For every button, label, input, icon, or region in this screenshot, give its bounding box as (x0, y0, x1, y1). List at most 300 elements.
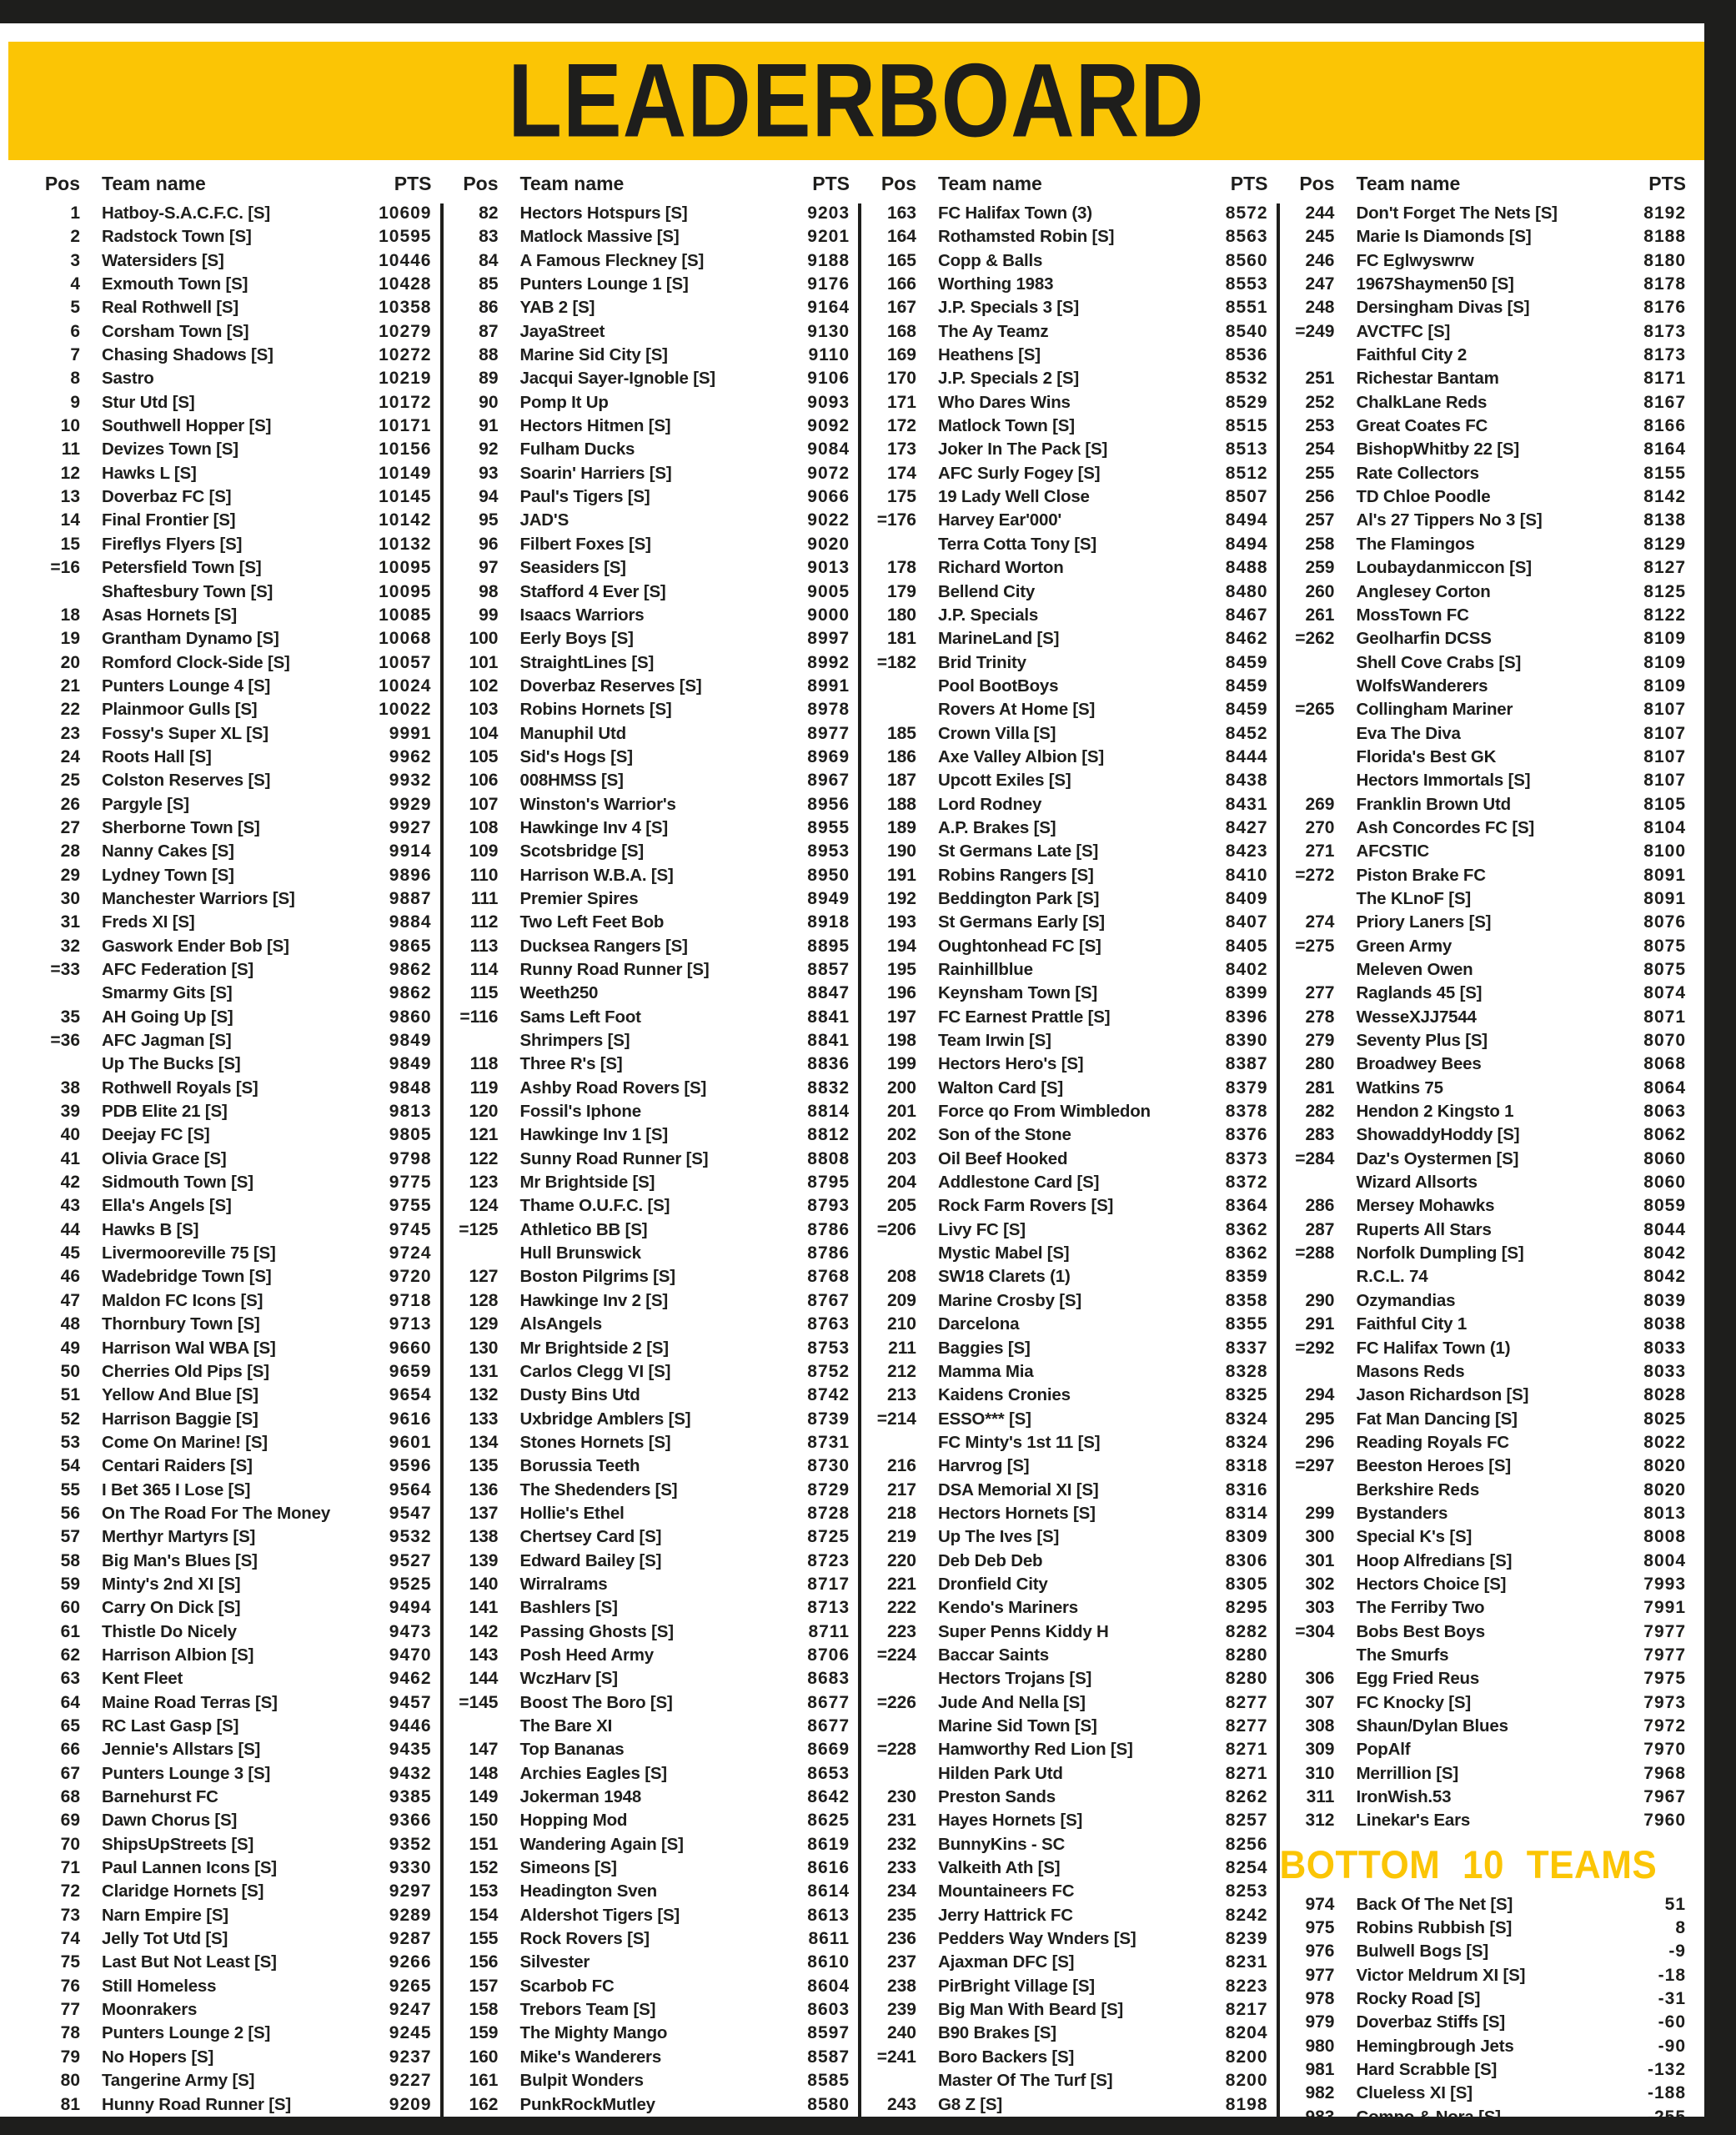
table-row (444, 1762, 850, 1786)
table-row (861, 1573, 1268, 1596)
row-team: Oil Beef Hooked (938, 1148, 1068, 1168)
row-pos: 56 (60, 1503, 80, 1523)
row-team: Uxbridge Amblers [S] (519, 1409, 691, 1429)
table-row (444, 840, 850, 863)
table-row (444, 1880, 850, 1903)
row-pos: 148 (469, 1763, 499, 1783)
table-row (25, 1880, 432, 1903)
row-pts: 8033 (1643, 1361, 1686, 1381)
row-team: Team Irwin [S] (938, 1031, 1051, 1051)
row-team: Sunny Road Runner [S] (519, 1148, 709, 1168)
table-row (1280, 675, 1687, 698)
row-team: Big Man With Beard [S] (938, 2000, 1124, 2020)
row-team: Ash Concordes FC [S] (1356, 817, 1535, 837)
row-pos: 221 (886, 1574, 916, 1594)
row-pts: 10068 (379, 629, 432, 649)
row-pts: 8653 (807, 1763, 850, 1783)
row-pos: 111 (470, 888, 499, 908)
table-row (861, 746, 1268, 769)
header-pts: PTS (812, 173, 850, 194)
table-row (1280, 1029, 1687, 1052)
row-pts: 8603 (807, 2000, 850, 2020)
row-pts: 7972 (1643, 1716, 1686, 1736)
row-team: Roots Hall [S] (102, 746, 212, 766)
row-pts: 7975 (1643, 1669, 1686, 1689)
table-row (444, 533, 850, 556)
row-pos: 143 (469, 1645, 499, 1665)
table-row (1280, 414, 1687, 438)
row-pos: 237 (886, 1952, 916, 1972)
row-pos: =224 (876, 1645, 916, 1665)
row-pos: 59 (60, 1574, 80, 1594)
row-pts: 9432 (389, 1763, 432, 1783)
bottom10-table-row (1280, 1987, 1687, 2011)
row-pos: 77 (60, 2000, 80, 2020)
row-team: Hawkinge Inv 2 [S] (519, 1290, 669, 1310)
row-pos: 26 (60, 794, 80, 814)
row-team: WczHarv [S] (519, 1669, 618, 1689)
row-team: Hawkinge Inv 4 [S] (519, 817, 669, 837)
row-team: PopAlf (1356, 1740, 1411, 1760)
table-row (1280, 391, 1687, 414)
row-pos: 103 (469, 700, 499, 720)
row-team: Harrison Baggie [S] (102, 1409, 258, 1429)
row-team: Plainmoor Gulls [S] (102, 700, 258, 720)
row-team: YAB 2 [S] (519, 298, 595, 318)
table-row (25, 438, 432, 461)
row-pos: 20 (60, 652, 80, 672)
row-team: Sherborne Town [S] (102, 817, 260, 837)
row-pos: 161 (469, 2071, 499, 2091)
row-team: Sidmouth Town [S] (102, 1173, 253, 1193)
table-row (861, 1809, 1268, 1832)
row-pts: 8847 (807, 983, 850, 1003)
row-pos: 212 (886, 1361, 916, 1381)
row-pos: 50 (60, 1361, 80, 1381)
table-row (1280, 462, 1687, 485)
table-row (444, 2069, 850, 2092)
table-row (861, 1951, 1268, 1974)
row-pos: 261 (1305, 605, 1335, 625)
table-row (444, 1998, 850, 2022)
table-row (861, 391, 1268, 414)
row-pos: 167 (886, 298, 916, 318)
row-team: Lydney Town [S] (102, 865, 234, 885)
table-row (444, 2093, 850, 2117)
row-pos: =262 (1295, 629, 1335, 649)
row-team: FC Earnest Prattle [S] (938, 1007, 1111, 1027)
row-pts: 8231 (1225, 1952, 1268, 1972)
row-pts: 8950 (807, 865, 850, 885)
table-row (1280, 1408, 1687, 1431)
row-team: Florida's Best GK (1356, 746, 1497, 766)
row-pos: 88 (479, 345, 499, 365)
row-pts: 8071 (1643, 1007, 1686, 1027)
row-pos: 108 (469, 817, 499, 837)
table-row (25, 202, 432, 225)
table-row (1280, 1337, 1687, 1360)
row-pos: 94 (479, 487, 499, 507)
row-pts: 9330 (389, 1858, 432, 1878)
row-team: Harvrog [S] (938, 1456, 1030, 1476)
page-title: LEADERBOARD (508, 42, 1205, 159)
row-pts: 8431 (1225, 794, 1268, 814)
row-team: AVCTFC [S] (1356, 321, 1451, 341)
table-row (25, 816, 432, 840)
row-pts: 8253 (1225, 1881, 1268, 1901)
row-team: Final Frontier [S] (102, 510, 236, 530)
table-row (861, 2093, 1268, 2117)
table-row (25, 344, 432, 367)
table-row (444, 485, 850, 509)
row-pts: 9962 (389, 746, 432, 766)
row-pos: 977 (1305, 1965, 1335, 1985)
row-team: Punters Lounge 3 [S] (102, 1763, 271, 1783)
row-pos: 181 (886, 629, 916, 649)
row-pos: 151 (469, 1834, 499, 1854)
table-row (25, 1148, 432, 1171)
table-row (25, 1077, 432, 1100)
table-row (1280, 509, 1687, 532)
row-pts: 8362 (1225, 1243, 1268, 1263)
row-team: Corsham Town [S] (102, 321, 249, 341)
table-row (861, 296, 1268, 319)
table-row (25, 1856, 432, 1880)
row-team: B90 Brakes [S] (938, 2023, 1056, 2043)
row-pos: 54 (60, 1456, 80, 1476)
row-pos: 28 (60, 841, 80, 862)
row-pos: 12 (60, 463, 80, 483)
row-pts: 8642 (807, 1787, 850, 1807)
row-pos: 172 (886, 416, 916, 436)
table-row (25, 864, 432, 887)
row-pts: 9366 (389, 1811, 432, 1831)
row-team: Meleven Owen (1356, 960, 1473, 979)
row-pts: 9352 (389, 1834, 432, 1854)
table-row (861, 1550, 1268, 1573)
row-team: Shaun/Dylan Blues (1356, 1716, 1508, 1736)
table-row (25, 1762, 432, 1786)
row-pts: 8462 (1225, 629, 1268, 649)
row-pts: 9013 (807, 558, 850, 578)
row-team: Borussia Teeth (519, 1456, 640, 1476)
table-row (25, 2046, 432, 2069)
row-pts: 9745 (389, 1219, 432, 1239)
row-team: Freds XI [S] (102, 912, 195, 932)
row-team: No Hopers [S] (102, 2047, 214, 2067)
row-team: PunkRockMutley (519, 2094, 655, 2114)
row-pts: 8763 (807, 1314, 850, 1334)
row-pos: 255 (1305, 463, 1335, 483)
table-row (1280, 1431, 1687, 1454)
row-team: Scotsbridge [S] (519, 841, 644, 862)
table-row (861, 438, 1268, 461)
row-pos: 980 (1305, 2036, 1335, 2056)
row-pos: 31 (60, 912, 80, 932)
row-pos: 69 (60, 1811, 80, 1831)
row-pts: 8857 (807, 960, 850, 979)
table-row (444, 1148, 850, 1171)
row-team: RC Last Gasp [S] (102, 1716, 239, 1736)
header-pos: Pos (463, 173, 499, 194)
row-team: Fat Man Dancing [S] (1356, 1409, 1518, 1429)
row-pts: 7977 (1643, 1621, 1686, 1641)
row-pos: 296 (1305, 1432, 1335, 1452)
table-row (444, 1171, 850, 1194)
row-pos: 27 (60, 817, 80, 837)
row-team: Radstock Town [S] (102, 227, 252, 247)
row-team: AFC Jagman [S] (102, 1031, 232, 1051)
row-pos: 217 (886, 1479, 916, 1500)
row-pos: 160 (469, 2047, 499, 2067)
table-row (861, 958, 1268, 982)
table-row (25, 1171, 432, 1194)
row-pos: 107 (469, 794, 499, 814)
table-row (444, 1738, 850, 1761)
table-row (861, 816, 1268, 840)
row-pts: 8611 (808, 1929, 850, 1949)
row-pos: 291 (1305, 1314, 1335, 1334)
row-pts: 10272 (379, 345, 432, 365)
row-pos (444, 1029, 499, 1052)
table-row (861, 1148, 1268, 1171)
table-row (1280, 1454, 1687, 1478)
row-team: Doverbaz Reserves [S] (519, 676, 702, 696)
table-row (1280, 1289, 1687, 1313)
row-team: Priory Laners [S] (1356, 912, 1492, 932)
row-team: J.P. Specials (938, 605, 1039, 625)
row-pts: 8387 (1225, 1054, 1268, 1074)
row-pts: 8683 (807, 1669, 850, 1689)
row-pos: 83 (479, 227, 499, 247)
row-pts: 8062 (1643, 1125, 1686, 1145)
row-team: Axe Valley Albion [S] (938, 746, 1104, 766)
table-row (444, 1644, 850, 1667)
row-pts: 8257 (1225, 1811, 1268, 1831)
row-pos: 188 (886, 794, 916, 814)
row-pts: 8306 (1225, 1550, 1268, 1570)
row-team: Loubaydanmiccon [S] (1356, 558, 1532, 578)
row-team: St Germans Late [S] (938, 841, 1099, 862)
row-pos: 149 (469, 1787, 499, 1807)
row-pos: 98 (479, 581, 499, 601)
row-pts: 8107 (1643, 746, 1686, 766)
row-pos: 127 (469, 1267, 499, 1287)
table-row (1280, 1667, 1687, 1690)
table-row (861, 202, 1268, 225)
row-team: Pargyle [S] (102, 794, 189, 814)
row-pts: 8597 (807, 2023, 850, 2043)
table-row (444, 1265, 850, 1289)
row-pts: 9547 (389, 1503, 432, 1523)
table-row (1280, 438, 1687, 461)
table-row (444, 698, 850, 721)
row-pts: 9110 (808, 345, 850, 365)
row-team: Athletico BB [S] (519, 1219, 648, 1239)
row-pts: 8022 (1643, 1432, 1686, 1452)
table-row (861, 485, 1268, 509)
row-pos: 976 (1305, 1942, 1335, 1962)
row-team: Son of the Stone (938, 1125, 1071, 1145)
row-pos: 18 (60, 605, 80, 625)
row-pos (1280, 1479, 1335, 1502)
row-pts: 9203 (807, 203, 850, 223)
row-pts: 9237 (389, 2047, 432, 2067)
row-team: Hawkinge Inv 1 [S] (519, 1125, 669, 1145)
table-row (861, 1691, 1268, 1715)
row-pos: 233 (886, 1858, 916, 1878)
row-pos: 279 (1305, 1031, 1335, 1051)
table-row (444, 1620, 850, 1644)
table-row (25, 887, 432, 911)
table-row (1280, 840, 1687, 863)
row-team: Big Man's Blues [S] (102, 1550, 258, 1570)
row-team: Hectors Hitmen [S] (519, 416, 671, 436)
table-row (861, 1738, 1268, 1761)
row-pos: 271 (1305, 841, 1335, 862)
table-row (861, 1596, 1268, 1620)
row-pos: 74 (60, 1929, 80, 1949)
row-pts: 8728 (807, 1503, 850, 1523)
row-pos: 975 (1305, 1918, 1335, 1938)
row-pos: 14 (60, 510, 80, 530)
table-row (25, 1573, 432, 1596)
row-pos: 257 (1305, 510, 1335, 530)
row-team: Hemingbrough Jets (1356, 2036, 1514, 2056)
row-pts: 9914 (389, 841, 432, 862)
row-pos: 130 (469, 1338, 499, 1358)
table-row (444, 296, 850, 319)
row-pts: 8070 (1643, 1031, 1686, 1051)
row-pts: 8713 (807, 1598, 850, 1618)
row-pts: 8396 (1225, 1007, 1268, 1027)
row-pos: 210 (886, 1314, 916, 1334)
table-row (861, 1998, 1268, 2022)
row-team: Narn Empire [S] (102, 1905, 228, 1925)
row-pts: 9287 (389, 1929, 432, 1949)
table-row (444, 367, 850, 390)
row-team: Dersingham Divas [S] (1356, 298, 1530, 318)
row-pos: 136 (469, 1479, 499, 1500)
table-row (1280, 1573, 1687, 1596)
table-row (861, 1856, 1268, 1880)
row-team: Reading Royals FC (1356, 1432, 1509, 1452)
row-pos (1280, 1360, 1335, 1384)
row-pts: 9494 (389, 1598, 432, 1618)
table-row (861, 1904, 1268, 1927)
row-team: Valkeith Ath [S] (938, 1858, 1061, 1878)
table-row (861, 1880, 1268, 1903)
row-team: Sastro (102, 369, 154, 389)
row-pts: 10149 (379, 463, 432, 483)
row-pts: 8074 (1643, 983, 1686, 1003)
table-row (25, 1550, 432, 1573)
row-pos: 223 (886, 1621, 916, 1641)
row-pos: 259 (1305, 558, 1335, 578)
row-pos: 120 (469, 1102, 499, 1122)
row-pos: 9 (70, 392, 80, 412)
row-team: Rothwell Royals [S] (102, 1078, 258, 1098)
row-pos: 99 (479, 605, 499, 625)
row-pts: 8717 (807, 1574, 850, 1594)
row-pos: 281 (1305, 1078, 1335, 1098)
table-row (25, 1218, 432, 1242)
row-pos: 109 (469, 841, 499, 862)
row-team: Last But Not Least [S] (102, 1952, 277, 1972)
row-pos: 47 (60, 1290, 80, 1310)
row-pos (861, 1715, 916, 1738)
row-pos: 100 (469, 629, 499, 649)
row-pos: 25 (60, 771, 80, 791)
row-team: Darcelona (938, 1314, 1020, 1334)
row-pos: 144 (469, 1669, 499, 1689)
row-pos: 238 (886, 1976, 916, 1996)
row-team: Simeons [S] (519, 1858, 617, 1878)
table-row (444, 2046, 850, 2069)
row-pos: 218 (886, 1503, 916, 1523)
row-pos: 311 (1306, 1787, 1335, 1807)
row-team: Oughtonhead FC [S] (938, 936, 1101, 956)
row-pos: 190 (886, 841, 916, 862)
table-row (861, 1265, 1268, 1289)
row-pts: 8410 (1225, 865, 1268, 885)
table-row (861, 1337, 1268, 1360)
row-pts: 8173 (1643, 321, 1686, 341)
table-row (1280, 722, 1687, 746)
row-pts: 9092 (807, 416, 850, 436)
table-row (861, 2069, 1268, 2092)
row-team: Ashby Road Rovers [S] (519, 1078, 707, 1098)
table-row (861, 675, 1268, 698)
table-row (861, 367, 1268, 390)
row-team: Dronfield City (938, 1574, 1048, 1594)
table-row (1280, 344, 1687, 367)
table-row (444, 1100, 850, 1123)
row-pts: 8178 (1643, 274, 1686, 294)
row-pts: 8033 (1643, 1338, 1686, 1358)
table-row (1280, 887, 1687, 911)
column-header (1280, 163, 1687, 202)
row-team: Ajaxman DFC [S] (938, 1952, 1075, 1972)
table-row (1280, 864, 1687, 887)
table-row (25, 1313, 432, 1336)
row-pos: 248 (1305, 298, 1335, 318)
row-team: Boost The Boro [S] (519, 1692, 673, 1712)
row-pts: 9616 (389, 1409, 432, 1429)
row-pts: 8271 (1225, 1740, 1268, 1760)
row-team: Egg Fried Reus (1356, 1669, 1480, 1689)
row-pos: 191 (886, 865, 916, 885)
table-row (444, 1525, 850, 1549)
row-team: Devizes Town [S] (102, 440, 238, 460)
column-header (444, 163, 850, 202)
table-row (861, 1927, 1268, 1951)
row-team: FC Minty's 1st 11 [S] (938, 1432, 1101, 1452)
row-pos: 68 (60, 1787, 80, 1807)
row-pts: 8706 (807, 1645, 850, 1665)
row-team: Ozymandias (1356, 1290, 1456, 1310)
row-pos: 186 (886, 746, 916, 766)
table-row (25, 320, 432, 344)
table-row (444, 1408, 850, 1431)
row-pos: 131 (469, 1361, 499, 1381)
table-row (1280, 1809, 1687, 1832)
row-pts: 8198 (1225, 2094, 1268, 2114)
row-pts: 8324 (1225, 1432, 1268, 1452)
table-row (25, 1951, 432, 1974)
row-team: Merthyr Martyrs [S] (102, 1527, 256, 1547)
table-row (25, 533, 432, 556)
